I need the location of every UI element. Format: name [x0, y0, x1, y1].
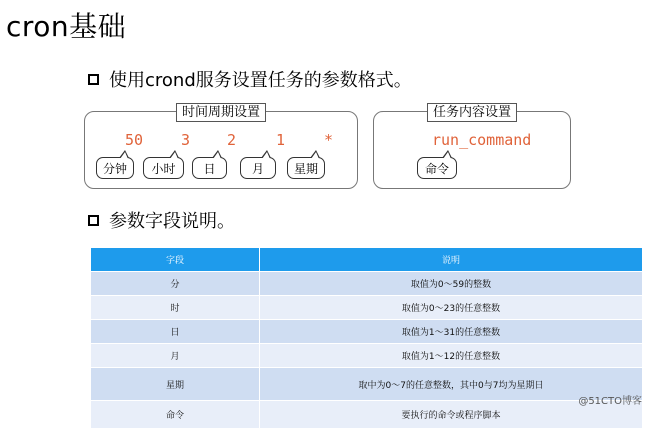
- square-bullet-icon: [88, 74, 99, 85]
- weekday-bubble: 星期: [287, 157, 325, 179]
- page-title: cron基础: [6, 10, 127, 43]
- hour-bubble: 小时: [143, 157, 184, 179]
- table-row: [91, 296, 643, 320]
- time-settings-panel: [84, 105, 358, 189]
- time-settings-label: 时间周期设置: [176, 103, 266, 122]
- description-cell: 取值为0～59的整数: [260, 272, 643, 296]
- table-row: [91, 368, 643, 401]
- square-bullet-icon: [88, 215, 99, 226]
- field-cell: 命令: [91, 401, 260, 429]
- bullet-fields-text: 参数字段说明。: [109, 211, 235, 232]
- month-value: 1: [276, 131, 286, 149]
- fields-table: [90, 247, 643, 429]
- bullet-format: [88, 66, 412, 92]
- table-row: [91, 272, 643, 296]
- description-cell: 取中为0～7的任意整数，其中0与7均为星期日: [260, 368, 643, 401]
- weekday-value: *: [324, 131, 334, 149]
- description-cell: 取值为1～12的任意整数: [260, 344, 643, 368]
- field-cell: 时: [91, 296, 260, 320]
- command-value: run_command: [432, 131, 532, 149]
- task-settings-label: 任务内容设置: [427, 103, 517, 122]
- bullet-format-text: 使用crond服务设置任务的参数格式。: [109, 70, 412, 91]
- table-row: [91, 401, 643, 429]
- command-bubble: 命令: [417, 157, 457, 179]
- minute-value: 50: [125, 131, 144, 149]
- minute-bubble: 分钟: [96, 157, 134, 179]
- field-cell: 日: [91, 320, 260, 344]
- table-row: [91, 320, 643, 344]
- day-bubble: 日: [192, 157, 227, 179]
- table-row: [91, 344, 643, 368]
- field-cell: 星期: [91, 368, 260, 401]
- table-header-row: [91, 248, 643, 272]
- bullet-fields: [88, 207, 235, 233]
- description-cell: 要执行的命令或程序脚本: [260, 401, 643, 429]
- description-cell: 取值为1～31的任意整数: [260, 320, 643, 344]
- month-bubble: 月: [240, 157, 276, 179]
- header-field: 字段: [91, 248, 260, 272]
- field-cell: 月: [91, 344, 260, 368]
- field-cell: 分: [91, 272, 260, 296]
- header-description: 说明: [260, 248, 643, 272]
- description-cell: 取值为0～23的任意整数: [260, 296, 643, 320]
- task-settings-panel: [373, 105, 571, 189]
- day-value: 2: [227, 131, 237, 149]
- watermark: @51CTO博客: [578, 396, 642, 407]
- hour-value: 3: [181, 131, 191, 149]
